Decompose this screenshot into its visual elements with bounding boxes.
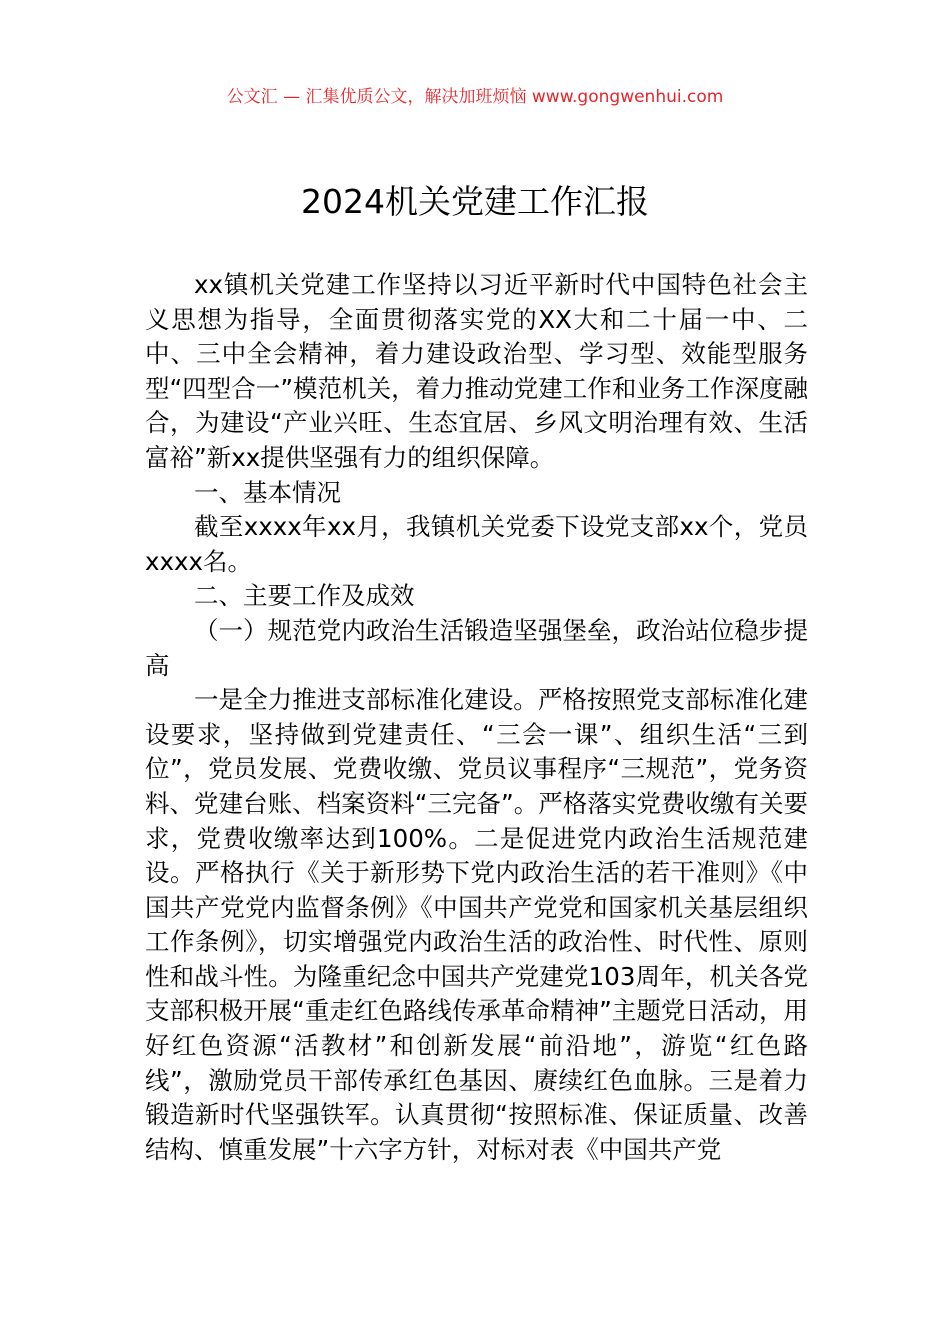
subsection-heading-1: （一）规范党内政治生活锻造坚强堡垒，政治站位稳步提高 — [145, 615, 808, 680]
intro-paragraph: xx镇机关党建工作坚持以习近平新时代中国特色社会主义思想为指导，全面贯彻落实党的XX大和二十届一中、二中、三中全会精神，着力建设政治型、学习型、效能型服务型“四型合一”模范机关，着力推动党建工作和业务工作深度融合，为建设“产业兴旺、生态宜居、乡风文明治理有效、生活富裕”新xx提供坚强有力的组织保障。 — [145, 270, 808, 472]
document-title: 2024机关党建工作汇报 — [301, 182, 649, 221]
section-heading-basic-info: 一、基本情况 — [194, 477, 341, 507]
basic-info-paragraph: 截至xxxx年xx月，我镇机关党委下设党支部xx个，党员xxxx名。 — [145, 512, 808, 576]
header-banner — [0, 86, 950, 108]
section-heading-main-work: 二、主要工作及成效 — [194, 581, 415, 611]
document-body — [145, 268, 808, 1167]
main-work-paragraph: 一是全力推进支部标准化建设。严格按照党支部标准化建设要求，坚持做到党建责任、“三会一课”、组织生活“三到位”，党员发展、党费收缴、党员议事程序“三规范”，党务资料、党建台账、档案资料“三完备”。严格落实党费收缴有关要求，党费收缴率达到100%。二是促进党内政治生活规范建设。严格执行《关于新形势下党内政治生活的若干准则》《中国共产党党内监督条例》《中国共产党党和国家机关基层组织工作条例》，切实增强党内政治生活的政治性、时代性、原则性和战斗性。为隆重纪念中国共产党建党103周年，机关各党支部积极开展“重走红色路线传承革命精神”主题党日活动，用好红色资源“活教材”和创新发展“前沿地”，游览“红色路线”，激励党员干部传承红色基因、赓续红色血脉。三是着力锻造新时代坚强铁军。认真贯彻“按照标准、保证质量、改善结构、慎重发展”十六字方针，对标对表《中国共产党 — [145, 685, 808, 1164]
banner-text: 公文汇 — 汇集优质公文，解决加班烦恼 www.gongwenhui.com — [226, 87, 724, 107]
